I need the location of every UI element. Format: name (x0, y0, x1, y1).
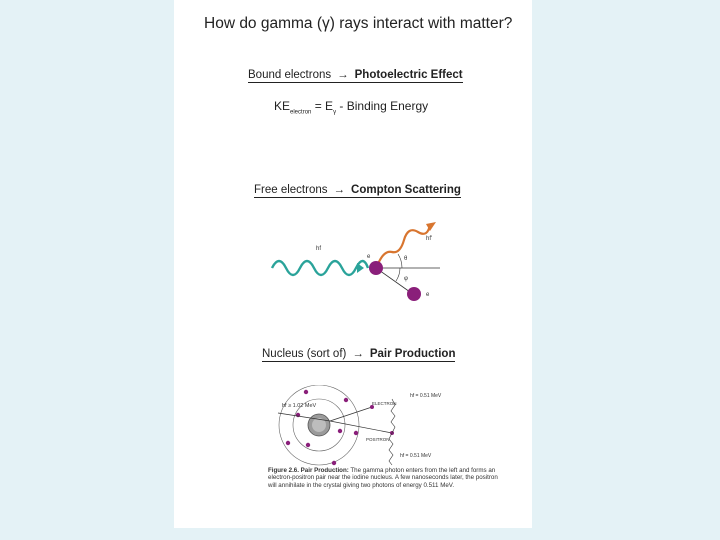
phi-arc (396, 268, 400, 281)
arrow-icon: → (337, 69, 349, 81)
orbit-electron (306, 443, 310, 447)
photoelectric-equation: $KE_{electron} = E_\gamma$ - Binding Energy (274, 99, 429, 116)
electron-track (330, 407, 372, 421)
theta-arc (398, 254, 402, 268)
compton-diagram (264, 220, 454, 320)
slide-title: How do gamma (γ) rays interact with matter? (204, 15, 513, 32)
compton-heading (254, 184, 461, 198)
orbit-electron (354, 431, 358, 435)
orbit-electron (344, 398, 348, 402)
electron-out-label: e (426, 292, 430, 298)
photon-energy-label: hf ≥ 1.02 MeV (282, 403, 317, 409)
compton-left: Free electrons (254, 184, 328, 196)
slide-page (174, 0, 532, 528)
orbit-electron (332, 461, 336, 465)
electron-label: ELECTRON (372, 401, 397, 406)
photoelectric-heading (248, 69, 463, 83)
pair-production-diagram (274, 385, 474, 467)
incident-arrowhead (357, 263, 364, 273)
scattered-label: hf' (426, 236, 433, 242)
pair-heading (262, 348, 455, 362)
phi-label: φ (404, 276, 408, 282)
caption-figure: Figure 2.6. Pair Production: (268, 467, 349, 474)
compton-right: Compton Scattering (351, 184, 461, 196)
orbit-electron (338, 429, 342, 433)
caption-text: The gamma photon enters from the left and forms an electron-positron pair near the iodine nucleus. A few nanoseconds later, the positron will annihilate in the crystal giving two photons of energy 0.511 MeV. (268, 467, 498, 489)
theta-label: θ (404, 256, 408, 262)
arrow-icon: → (352, 348, 364, 360)
photoelectric-left: Bound electrons (248, 69, 332, 81)
pair-left: Nucleus (sort of) (262, 348, 347, 360)
annihilation-photon-down (389, 433, 393, 465)
incident-label: hf (316, 246, 322, 252)
recoil-electron (407, 287, 421, 301)
electron-target (369, 261, 383, 275)
orbit-electron (286, 441, 290, 445)
orbit-electron (304, 390, 308, 394)
arrow-icon: → (333, 184, 346, 196)
bottom-photon-label: hf = 0.51 MeV (400, 453, 432, 459)
incident-photon-wave (272, 261, 368, 275)
figure-caption (268, 467, 504, 489)
photoelectric-right: Photoelectric Effect (354, 69, 463, 81)
electron-in-label: e (367, 254, 371, 260)
positron-label: POSITRON (366, 437, 390, 442)
top-photon-label: hf = 0.51 MeV (410, 393, 442, 399)
pair-right: Pair Production (369, 348, 456, 360)
